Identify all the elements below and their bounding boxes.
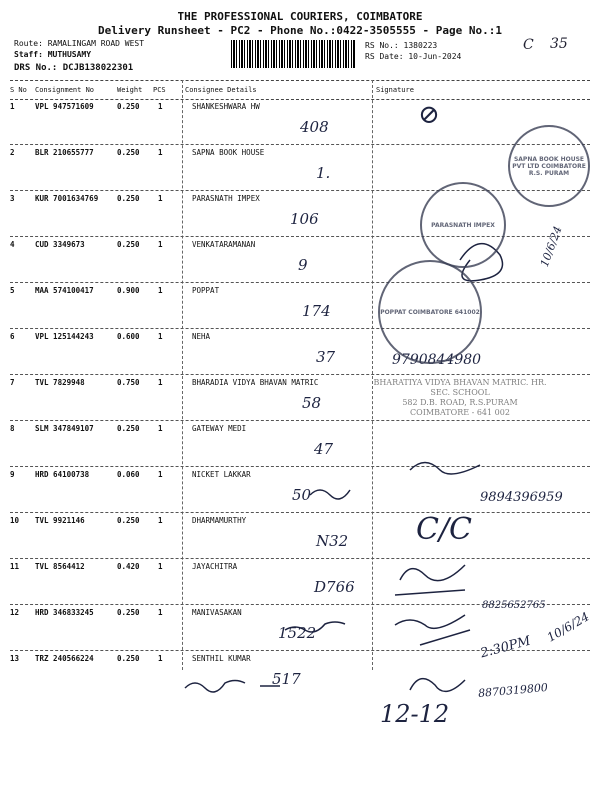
stamp-school-city: COIMBATORE - 641 002 — [410, 408, 510, 417]
row-sno: 2 — [10, 148, 15, 157]
consignment-number: TVL 7829948 — [35, 378, 85, 387]
col-signature: Signature — [376, 86, 414, 94]
runsheet-subtitle: Delivery Runsheet - PC2 - Phone No.:0422-3505555 - Page No.:1 — [98, 24, 502, 37]
consignment-number: HRD 346833245 — [35, 608, 94, 617]
handwritten-note: N32 — [316, 532, 349, 550]
pieces-count: 1 — [158, 148, 163, 157]
weight-value: 0.250 — [117, 424, 140, 433]
row-sno: 4 — [10, 240, 15, 249]
pieces-count: 1 — [158, 378, 163, 387]
pieces-count: 1 — [158, 516, 163, 525]
handwritten-count: 35 — [550, 36, 568, 52]
stamp-parasnath: PARASNATH IMPEX — [420, 182, 506, 268]
consignment-number: MAA 574100417 — [35, 286, 94, 295]
row-sno: 12 — [10, 608, 20, 617]
consignee-name: NICKET LAKKAR — [192, 470, 251, 479]
row-sno: 6 — [10, 332, 15, 341]
row-sno: 8 — [10, 424, 15, 433]
row-sno: 10 — [10, 516, 20, 525]
consignee-name: POPPAT — [192, 286, 220, 295]
row-sno: 3 — [10, 194, 15, 203]
stamp-school — [370, 378, 550, 418]
time-note-12: 2:30PM — [478, 633, 533, 662]
pieces-count: 1 — [158, 608, 163, 617]
handwritten-note: 1522 — [278, 624, 317, 642]
consignment-number: VPL 947571609 — [35, 102, 94, 111]
row-sno: 13 — [10, 654, 20, 663]
phone-note-13: 8870319800 — [477, 680, 549, 701]
pieces-count: 1 — [158, 562, 163, 571]
handwritten-note: 58 — [302, 394, 322, 412]
weight-value: 0.900 — [117, 286, 140, 295]
consignee-name: DHARMAMURTHY — [192, 516, 247, 525]
phone-note-6: 9790844980 — [392, 352, 482, 368]
pieces-count: 1 — [158, 194, 163, 203]
col-weight: Weight — [117, 86, 143, 94]
route-text: Route: RAMALINGAM ROAD WEST — [14, 39, 145, 48]
consignee-name: NEHA — [192, 332, 211, 341]
handwritten-note: 517 — [272, 670, 301, 688]
row-sno: 9 — [10, 470, 15, 479]
row-sno: 11 — [10, 562, 20, 571]
rs-number: RS No.: 1380223 — [365, 41, 438, 50]
handwritten-mark: C — [523, 37, 534, 53]
staff-text: Staff: MUTHUSAMY — [14, 50, 92, 59]
signature-1: ⊘ — [418, 100, 440, 130]
consignment-number: SLM 347849107 — [35, 424, 94, 433]
consignee-name: SAPNA BOOK HOUSE — [192, 148, 265, 157]
consignment-number: BLR 210655777 — [35, 148, 94, 157]
weight-value: 0.250 — [117, 654, 140, 663]
weight-value: 0.250 — [117, 148, 140, 157]
handwritten-note: 106 — [290, 210, 319, 228]
handwritten-note: 50 — [292, 486, 312, 504]
phone-note-9: 9894396959 — [480, 490, 563, 505]
consignee-name: SHANKESHWARA HW — [192, 102, 260, 111]
consignment-number: VPL 125144243 — [35, 332, 94, 341]
rs-date: RS Date: 10-Jun-2024 — [365, 52, 462, 61]
weight-value: 0.750 — [117, 378, 140, 387]
weight-value: 0.420 — [117, 562, 140, 571]
company-title: THE PROFESSIONAL COURIERS, COIMBATORE — [177, 10, 423, 23]
col-consignee: Consignee Details — [185, 86, 257, 94]
pieces-count: 1 — [158, 470, 163, 479]
col-pcs: PCS — [153, 86, 166, 94]
pieces-count: 1 — [158, 240, 163, 249]
weight-value: 0.060 — [117, 470, 140, 479]
consignee-name: SENTHIL KUMAR — [192, 654, 251, 663]
date-note-12: 10/6/24 — [544, 609, 592, 645]
stamp-school-addr: 582 D.B. ROAD, R.S.PURAM — [402, 398, 518, 407]
weight-value: 0.250 — [117, 516, 140, 525]
handwritten-note: 408 — [300, 118, 329, 136]
pieces-count: 1 — [158, 332, 163, 341]
bottom-note: 12-12 — [380, 700, 450, 728]
stamp-school-name: BHARATIYA VIDYA BHAVAN MATRIC. HR. SEC. SCHOOL — [373, 378, 547, 397]
weight-value: 0.250 — [117, 240, 140, 249]
pieces-count: 1 — [158, 286, 163, 295]
cc-note-10: C/C — [416, 512, 473, 547]
handwritten-note: 37 — [316, 348, 336, 366]
consignee-name: BHARADIA VIDYA BHAVAN MATRIC — [192, 378, 319, 387]
weight-value: 0.250 — [117, 102, 140, 111]
consignment-number: TRZ 240566224 — [35, 654, 94, 663]
consignee-name: VENKATARAMANAN — [192, 240, 256, 249]
weight-value: 0.600 — [117, 332, 140, 341]
drs-number: DRS No.: DCJB138022301 — [14, 63, 134, 73]
row-sno: 7 — [10, 378, 15, 387]
handwritten-note: 9 — [298, 256, 308, 274]
pieces-count: 1 — [158, 654, 163, 663]
pieces-count: 1 — [158, 424, 163, 433]
row-sno: 5 — [10, 286, 15, 295]
handwritten-note: 174 — [302, 302, 331, 320]
consignment-number: CUD 3349673 — [35, 240, 85, 249]
consignment-number: TVL 9921146 — [35, 516, 85, 525]
handwritten-note: 1. — [316, 164, 331, 182]
pieces-count: 1 — [158, 102, 163, 111]
consignee-name: PARASNATH IMPEX — [192, 194, 260, 203]
consignment-number: KUR 7001634769 — [35, 194, 99, 203]
stamp-poppat: POPPAT COIMBATORE 641002 — [378, 260, 482, 364]
row-sno: 1 — [10, 102, 15, 111]
consignment-number: HRD 64100738 — [35, 470, 90, 479]
phone-note-12: 8825652765 — [482, 600, 546, 611]
date-note-4: 10/6/24 — [537, 224, 565, 269]
weight-value: 0.250 — [117, 194, 140, 203]
consignee-name: MANIVASAKAN — [192, 608, 242, 617]
col-consignment: Consignment No — [35, 86, 95, 94]
consignee-name: JAYACHITRA — [192, 562, 238, 571]
handwritten-note: D766 — [314, 578, 355, 596]
col-sno: S No — [10, 86, 27, 94]
weight-value: 0.250 — [117, 608, 140, 617]
stamp-sapna: SAPNA BOOK HOUSE PVT LTD COIMBATORE R.S. PURAM — [508, 125, 590, 207]
handwritten-note: 47 — [314, 440, 334, 458]
consignee-name: GATEWAY MEDI — [192, 424, 247, 433]
consignment-number: TVL 8564412 — [35, 562, 85, 571]
